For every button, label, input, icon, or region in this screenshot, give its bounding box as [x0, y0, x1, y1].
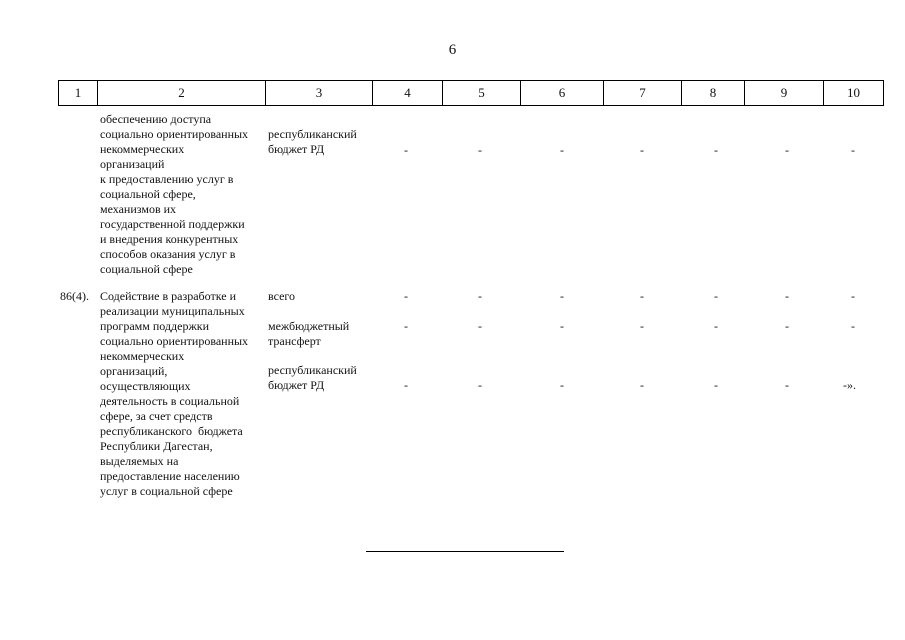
block2-row1-col9: - [785, 289, 789, 303]
block2-row1-col6: - [560, 289, 564, 303]
header-col-10: 10 [823, 81, 883, 105]
block2-row2-col10: - [851, 319, 855, 333]
footer-rule [366, 551, 564, 552]
block1-col5: - [478, 143, 482, 157]
block2-row2-col8: - [714, 319, 718, 333]
block1-col8: - [714, 143, 718, 157]
header-col-3: 3 [265, 81, 372, 105]
header-col-2: 2 [97, 81, 265, 105]
block2-row1-col10: - [851, 289, 855, 303]
block1-description: обеспечению доступа социально ориентированных некоммерческих организаций к предоставлению услуг в социальной сфере, механизмов их государственной поддержки и внедрения конкурентных способов оказания услуг в социальной сфере [100, 112, 249, 276]
block2-row2-col9: - [785, 319, 789, 333]
header-col-9: 9 [744, 81, 823, 105]
block1-col6: - [560, 143, 564, 157]
block2-row3-col8: - [714, 378, 718, 392]
block1-source: республиканский бюджет РД [268, 127, 357, 156]
block2-row3-col9: - [785, 378, 789, 392]
block1-col10: - [851, 143, 855, 157]
block1-col4: - [404, 143, 408, 157]
header-col-6: 6 [520, 81, 603, 105]
header-col-4: 4 [372, 81, 442, 105]
block2-row3-col4: - [404, 378, 408, 392]
header-col-8: 8 [681, 81, 744, 105]
table-header-row [58, 80, 884, 106]
block2-row3-col7: - [640, 378, 644, 392]
page-number: 6 [448, 42, 457, 58]
block2-row2-col5: - [478, 319, 482, 333]
header-col-1: 1 [74, 85, 82, 100]
block2-row2-col4: - [404, 319, 408, 333]
block2-row1-col5: - [478, 289, 482, 303]
block1-col7: - [640, 143, 644, 157]
block2-row1-col8: - [714, 289, 718, 303]
block2-row3-col5: - [478, 378, 482, 392]
block1-col9: - [785, 143, 789, 157]
block2-row2-col7: - [640, 319, 644, 333]
block2-number: 86(4). [60, 289, 89, 303]
block2-row1-source: всего [268, 289, 296, 303]
block2-row3-col6: - [560, 378, 564, 392]
block2-row1-col4: - [404, 289, 408, 303]
header-col-5: 5 [442, 81, 520, 105]
block2-row3-source: республиканский бюджет РД [268, 363, 357, 392]
block2-row2-source: межбюджетный трансферт [268, 319, 350, 348]
block2-description: Содействие в разработке и реализации муниципальных программ поддержки социально ориентированных некоммерческих организаций, осуществляющих деятельность в социальной сфере, за счет средств республиканского бюджета Республики Дагестан, выделяемых на предоставление населению услуг в социальной сфере [100, 289, 249, 498]
block2-row1-col7: - [640, 289, 644, 303]
block2-row2-col6: - [560, 319, 564, 333]
block2-row3-col10: -». [843, 378, 856, 392]
header-col-7: 7 [603, 81, 681, 105]
